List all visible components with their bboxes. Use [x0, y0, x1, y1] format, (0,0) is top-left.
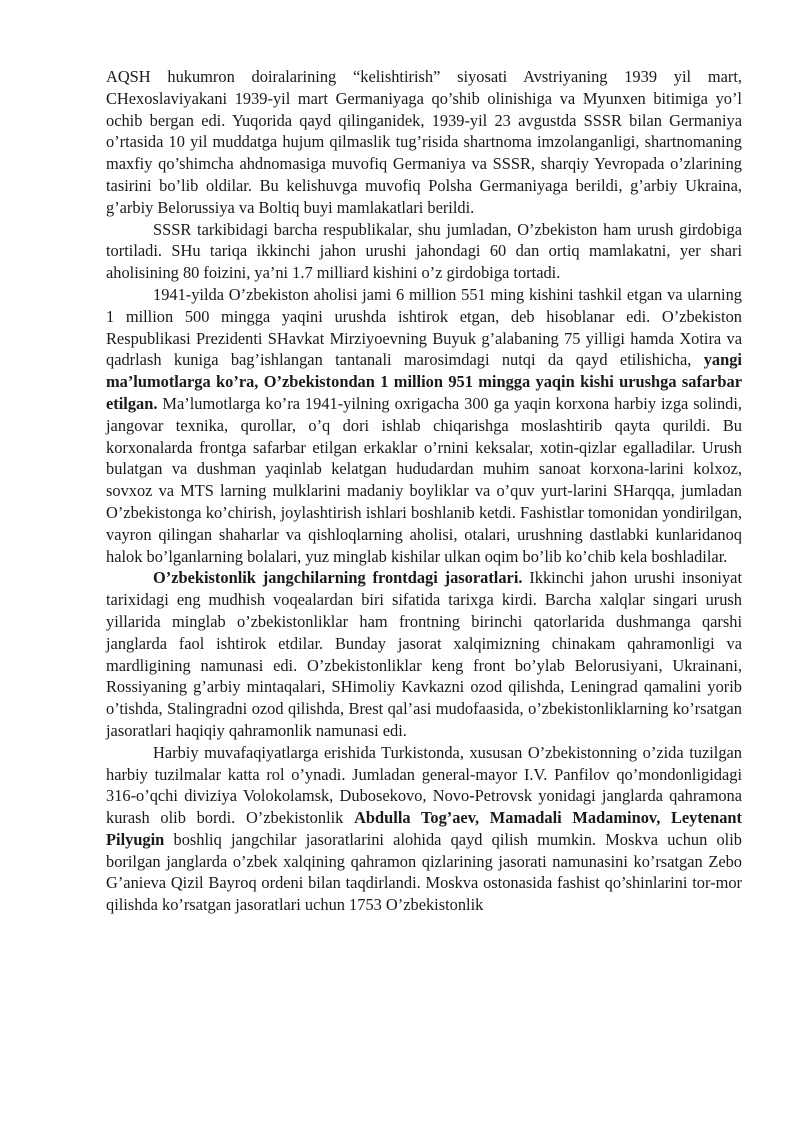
paragraph-4	[106, 567, 742, 741]
paragraph-1	[106, 66, 742, 219]
paragraph-2	[106, 219, 742, 284]
paragraph-3-bold-statement: yangi ma’lumotlarga ko’ra, O’zbekistondan 1 million 951 mingga yaqin kishi urushga safarbar etilgan.	[106, 350, 742, 413]
paragraph-5-text-b: boshliq jangchilar jasoratlarini alohida qayd qilish mumkin. Moskva uchun olib borilgan janglarda o’zbek xalqining qahramon qizlarining jasorati namunasini ko’rsatgan Zebo G’anieva Qizil Bayroq ordeni bilan taqdirlandi. Moskva ostonasida fashist qo’shinlarini tor-mor qilishda ko’rsatgan jasoratlari uchun 1753 O’zbekistonlik	[106, 829, 742, 915]
paragraph-5	[106, 742, 742, 916]
paragraph-3-text-a: 1941-yilda O’zbekiston aholisi jami 6 million 551 ming kishini tashkil etgan va ularning 1 million 500 mingga yaqini urushda ishtirok etgan, deb hisoblanar edi. O’zbekiston Respublikasi Prezidenti SHavkat Mirziyoevning Buyuk g’alabaning 75 yilligi hamda Xotira va qadrlash kuniga bag’ishlangan tantanali marosimdagi nutqi da qayd etilishicha,	[106, 284, 742, 370]
paragraph-3-text-b: Ma’lumotlarga ko’ra 1941-yilning oxrigacha 300 ga yaqin korxona harbiy izga solindi, jangovar texnika, qurollar, o’q dori ishlab chiqarishga moslashtirib qayta qurildi. Bu korxonalarda frontga safarbar etilgan erkaklar o’rnini keksalar, xotin-qizlar egalladilar. Urush bulatgan va dushman yaqinlab kelatgan hududardan muhim sanoat korxona-larini kolxoz, sovxoz va MTS larning mulklarini madaniy boyliklar va o’quv yurt-larini SHarqqa, jumladan O’zbekistonga ko’chirish, joylashtirish ishlari boshlanib ketdi. Fashistlar tomonidan yondirilgan, vayron qilingan shaharlar va qishloqlarning aholisi, otalari, urushning dastlabki kunlaridanoq halok bo’lganlarning bolalari, yuz minglab kishilar ulkan oqim bo’lib ko’chib kela boshladilar.	[106, 393, 742, 566]
paragraph-3	[106, 284, 742, 567]
paragraph-1-text: AQSH hukumron doiralarining “kelishtirish” siyosati Avstriyaning 1939 yil mart, CHexoslaviyakani 1939-yil mart Germaniyaga qo’shib olinishiga va Myunxen bitimiga yo’l ochib bergan edi. Yuqorida qayd qilinganidek, 1939-yil 23 avgustda SSSR bilan Germaniya o’rtasida 10 yil muddatga hujum qilmaslik tug’risida shartnoma imzolanganligi, shartnomaning maxfiy qo’shimcha ahdnomasiga muvofiq Germaniya va SSSR, sharqiy Yevropada o’zlarining tasirini bo’lib oldilar. Bu kelishuvga muvofiq Polsha Germaniyaga berildi, g’arbiy Ukraina, g’arbiy Belorussiya va Boltiq buyi mamlakatlari berildi.	[106, 67, 742, 217]
section-heading-frontline-courage: O’zbekistonlik jangchilarning frontdagi jasoratlari.	[153, 568, 523, 588]
paragraph-5-bold-names: Abdulla Tog’aev, Mamadali Madaminov, Leytenant Pilyugin	[106, 808, 742, 849]
paragraph-2-text: SSSR tarkibidagi barcha respublikalar, shu jumladan, O’zbekiston ham urush girdobiga tortiladi. SHu tariqa ikkinchi jahon urushi jahondagi 60 dan ortiq mamlakatni, yer shari aholisining 80 foizini, ya’ni 1.7 milliard kishini o’z girdobiga tortadi.	[106, 219, 742, 283]
paragraph-4-text: Ikkinchi jahon urushi insoniyat tarixidagi eng mudhish voqealardan biri sifatida tarixga kirdi. Barcha xalqlar singari urush yillarida minglab o’zbekistonliklar ham frontning birinchi qatorlarida dushmanga qarshi janglarda faol ishtirok etdilar. Bunday jasorat xalqimizning chinakam qahramonligi va mardligining namunasi edi. O’zbekistonliklar keng front bo’ylab Belorusiyani, Ukrainani, Rossiyaning g’arbiy mintaqalari, SHimoliy Kavkazni ozod qilishda, Leningrad qamalini yorib o’tishda, Stalingradni ozod qilishda, Brest qal’asi mudofaasida, o’zbekistonliklarning ko’rsatgan jasoratlari haqiqiy qahramonlik namunasi edi.	[106, 568, 742, 740]
document-page	[106, 66, 742, 916]
paragraph-5-text-a: Harbiy muvafaqiyatlarga erishida Turkistonda, xususan O’zbekistonning o’zida tuzilgan harbiy tuzilmalar katta rol o’ynadi. Jumladan general-mayor I.V. Panfilov qo’mondonligidagi 316-o’qchi diviziya Volokolamsk, Dubosekovo, Novo-Petrovsk yonidagi janglarda qahramona kurash olib bordi. O’zbekistonlik	[106, 742, 742, 828]
